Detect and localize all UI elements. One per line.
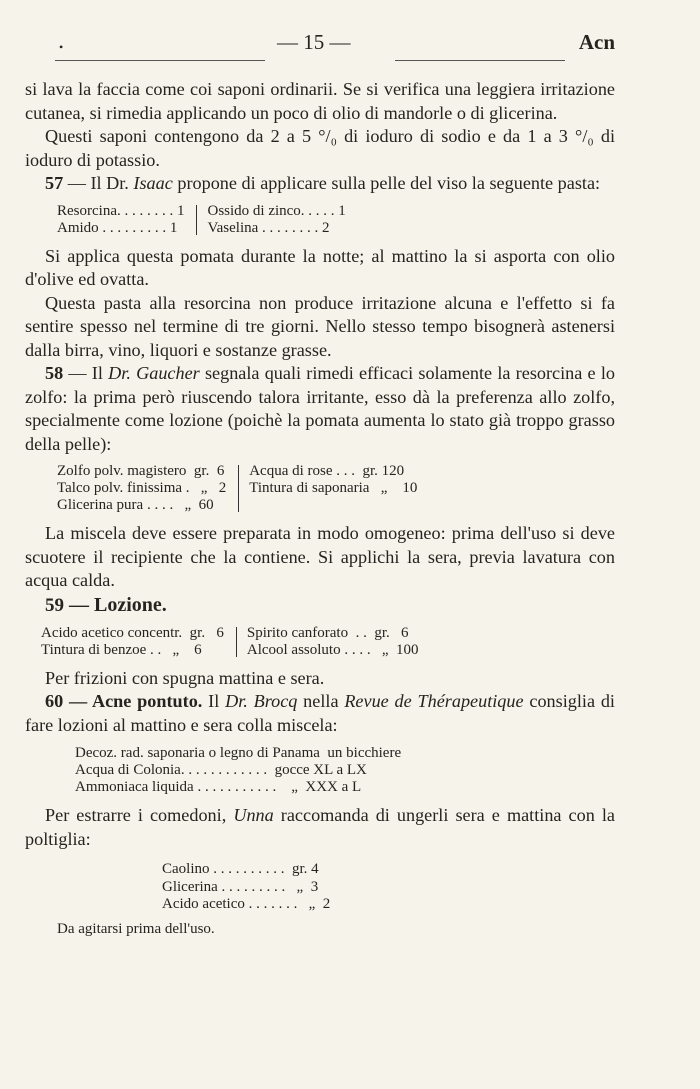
recipe-line: Decoz. rad. saponaria o legno di Panama un bicchiere <box>75 745 402 761</box>
recipe-line: Talco polv. finissima . „ 2 <box>57 480 227 496</box>
section-number: 57 <box>45 173 64 193</box>
recipe-column <box>247 625 427 659</box>
paragraph-57 <box>25 172 615 196</box>
recipe-line: Zolfo polv. magistero gr. 6 <box>57 463 225 479</box>
recipe-line: Amido . . . . . . . . . 1 <box>57 219 178 236</box>
journal-name: Revue de Thérapeutique <box>344 691 524 711</box>
recipe-58 <box>57 463 615 514</box>
recipe-line: Tintura di benzoe . . „ 6 <box>41 641 202 658</box>
text-run: propone di applicare sulla pelle del viso la seguente pasta: <box>172 173 601 193</box>
paragraph: Questi saponi contengono da 2 a 5 °/₀ di ioduro di sodio e da 1 a 3 °/₀ di ioduro di potassio. <box>25 126 615 170</box>
author-name: Isaac <box>133 173 173 193</box>
recipe-column <box>41 625 232 659</box>
paragraph: Questa pasta alla resorcina non produce irritazione alcuna e l'effetto si fa sentire spesso nel termine di tre giorni. Nello stesso tempo bisognerà astenersi dalla birra, vino, liquori e sostanze grasse. <box>25 292 615 360</box>
paragraph: Per frizioni con spugna mattina e sera. <box>45 667 325 688</box>
recipe-line: Tintura di saponaria „ 10 <box>249 480 418 496</box>
text-run: nella <box>297 691 345 711</box>
recipe-line: Alcool assoluto . . . . „ 100 <box>246 641 419 658</box>
book-page <box>25 28 615 938</box>
recipe-line: Glicerina . . . . . . . . . „ 3 <box>162 878 319 895</box>
recipe-57 <box>57 203 615 237</box>
text-run: — Il <box>63 363 109 383</box>
paragraph-58 <box>25 362 615 456</box>
recipe-line: Acido acetico . . . . . . . „ 2 <box>162 896 331 912</box>
text-run: consiglia di fare lozioni al mattino e sera colla miscela: <box>25 691 615 735</box>
recipe-line: Acqua di rose . . . gr. 120 <box>249 463 405 479</box>
text-run: raccomanda di ungerli sera e mattina con la poltiglia: <box>25 805 615 849</box>
paragraph: La miscela deve essere preparata in modo omogeneo: prima dell'uso si deve scuotere il recipiente che la contiene. Si applichi la sera, previa lavatura con acqua calda. <box>25 523 615 590</box>
text-run: segnala quali rimedi efficaci solamente la resorcina e lo zolfo: la prima però riuscendo talora irritante, esso dà la preferenza allo zolfo, specialmente come lozione (poichè la pomata aumenta lo stato già troppo grasso della pelle): <box>25 363 615 454</box>
recipe-column <box>57 203 192 237</box>
recipe-line: Ammoniaca liquida . . . . . . . . . . . „ XXX a L <box>75 779 362 795</box>
author-name: Dr. Gaucher <box>108 363 200 383</box>
author-name: Unna <box>233 805 274 825</box>
section-number: 58 <box>45 363 64 383</box>
column-divider <box>236 627 237 657</box>
text-run: — Il Dr. <box>63 173 134 193</box>
paragraph-60 <box>25 690 615 737</box>
recipe-line: Caolino . . . . . . . . . . gr. 4 <box>162 861 319 877</box>
header-rule-right <box>395 60 565 61</box>
author-name: Dr. Brocq <box>225 691 298 711</box>
column-divider <box>196 205 197 235</box>
column-divider <box>238 465 239 512</box>
paragraph: Si applica questa pomata durante la notte; al mattino la si asporta con olio d'olive ed ovatta. <box>25 245 615 289</box>
recipe-59 <box>41 625 615 659</box>
running-title: Acn <box>578 30 615 54</box>
recipe-column <box>249 463 425 514</box>
recipe-60 <box>75 745 615 796</box>
text-run: Il <box>202 691 226 711</box>
text-run: Per estrarre i comedoni, <box>45 805 234 825</box>
section-title: — Acne pontuto. <box>63 691 203 711</box>
recipe-line: Ossido di zinco. . . . . 1 <box>207 202 346 219</box>
header-rule-left <box>55 60 265 61</box>
heading-59 <box>25 593 615 618</box>
paragraph-unna <box>25 804 615 851</box>
recipe-unna <box>162 861 615 914</box>
recipe-line: Acqua di Colonia. . . . . . . . . . . . gocce XL a LX <box>75 762 367 778</box>
recipe-column <box>207 203 353 237</box>
section-number: 59 <box>45 594 64 616</box>
section-title: — Lozione. <box>64 593 167 616</box>
paragraph: si lava la faccia come coi saponi ordinarii. Se si verifica una leggiera irritazione cutanea, si rimedia applicando un poco di olio di mandorle o di glicerina. <box>25 79 615 123</box>
recipe-line: Vaselina . . . . . . . . 2 <box>207 219 330 236</box>
section-number: 60 <box>45 691 64 711</box>
recipe-line: Glicerina pura . . . . „ 60 <box>57 497 214 513</box>
recipe-column <box>57 463 234 514</box>
recipe-line: Acido acetico concentr. gr. 6 <box>41 624 224 641</box>
page-header <box>25 28 615 58</box>
recipe-line: Spirito canforato . . gr. 6 <box>246 624 409 641</box>
header-dot: • <box>59 40 64 54</box>
recipe-line: Resorcina. . . . . . . . 1 <box>57 202 185 219</box>
page-number: — 15 — <box>277 30 351 54</box>
closing-note: Da agitarsi prima dell'uso. <box>57 920 215 937</box>
